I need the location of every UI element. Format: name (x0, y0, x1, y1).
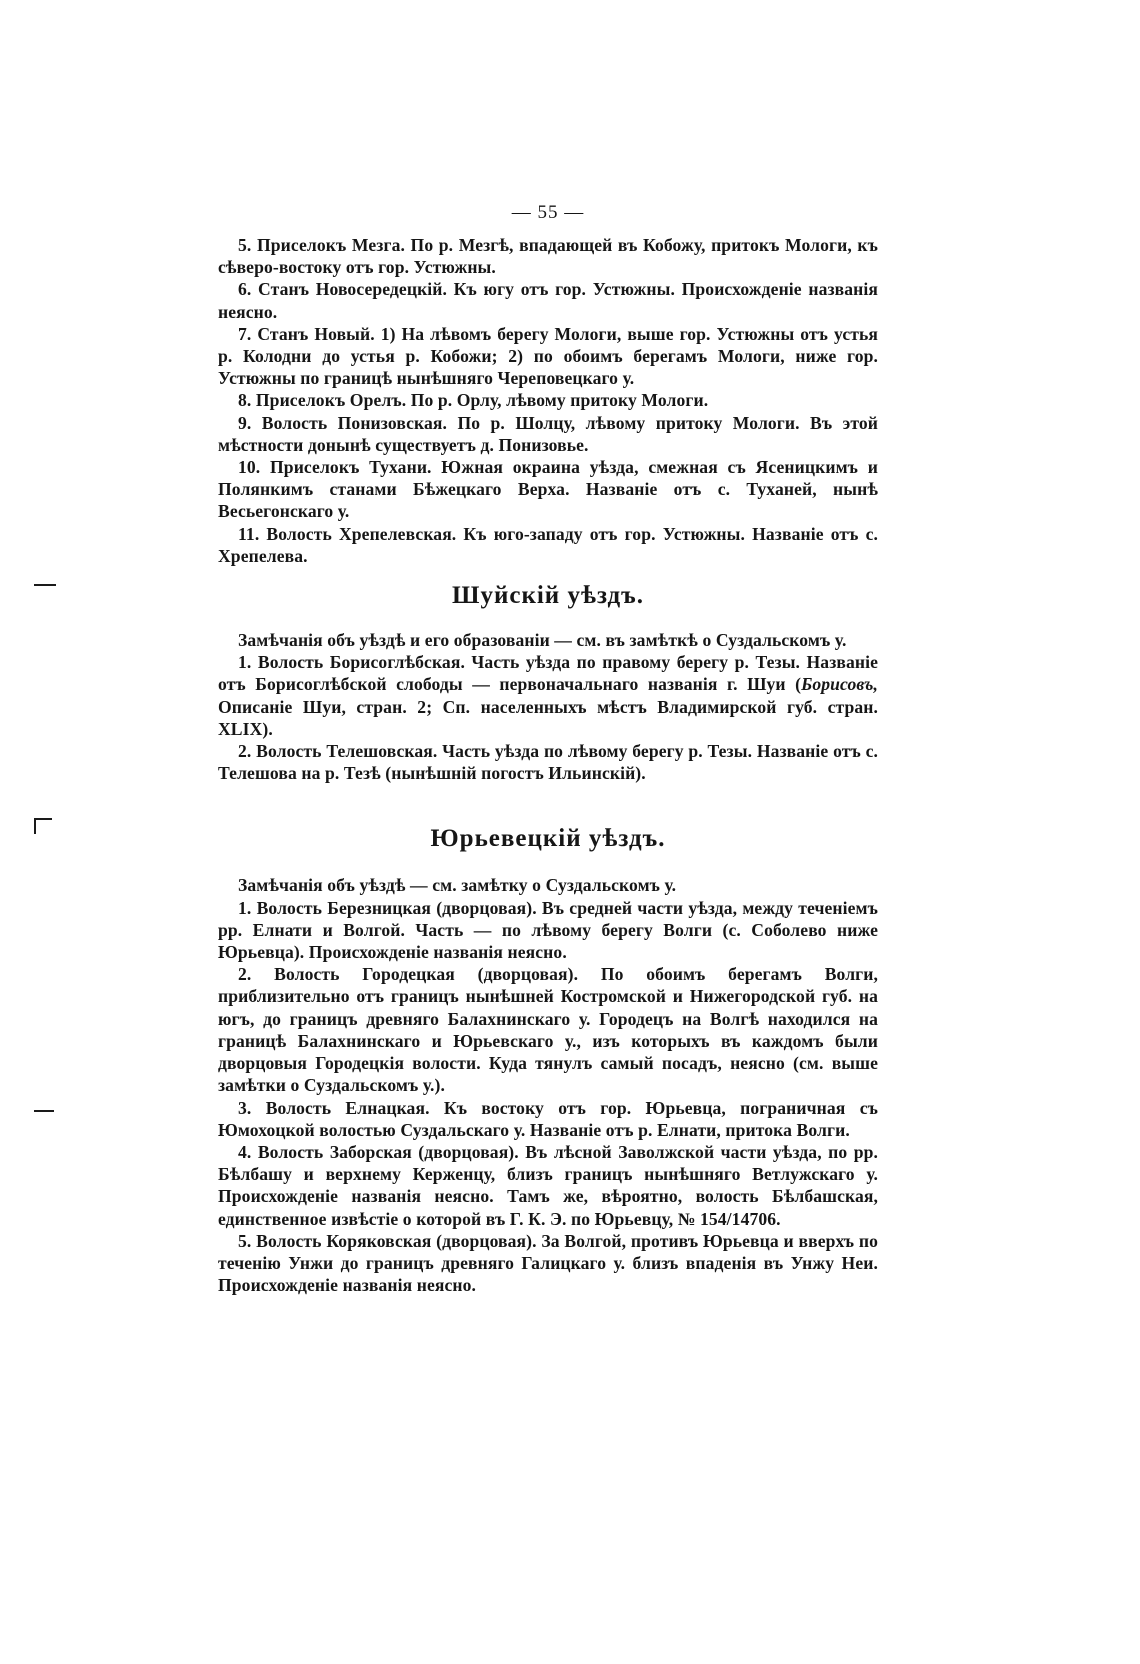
scan-mark-dash-1 (34, 584, 56, 586)
list-item: 8. Приселокъ Орелъ. По р. Орлу, лѣвому притоку Мологи. (238, 390, 709, 411)
list-item: 7. Станъ Новый. 1) На лѣвомъ берегу Мологи, выше гор. Устюжны отъ устья р. Колодни до устья р. Кобожи; 2) по обоимъ берегамъ Мологи, ниже гор. Устюжны по границѣ нынѣшняго Череповецкаго у. (218, 323, 878, 389)
scan-mark-dash-2 (34, 1110, 54, 1112)
list-item: 3. Волость Елнацкая. Къ востоку отъ гор. Юрьевца, пограничная съ Юмохоцкой волостью Суздальскаго у. Названіе отъ р. Елнати, притока Волги. (218, 1097, 878, 1140)
list-item: 5. Приселокъ Мезга. По р. Мезгѣ, впадающей въ Кобожу, притокъ Мологи, къ сѣверо-востоку отъ гор. Устюжны. (218, 235, 878, 278)
list-item (218, 651, 878, 740)
section-heading-shuya: Шуйскій уѣздъ. (451, 582, 645, 610)
section-note: Замѣчанія объ уѣздѣ — см. замѣтку о Суздальскомъ у. (238, 875, 677, 896)
list-item: 5. Волость Коряковская (дворцовая). За Волгой, противъ Юрьевца и вверхъ по теченію Унжи до границъ древняго Галицкаго у. близъ впаденія въ Унжу Неи. Происхожденіе названія неясно. (218, 1230, 878, 1296)
item-text: Описаніе Шуи, стран. 2; Сп. населенныхъ мѣстъ Владимирской губ. стран. XLIX). (218, 696, 878, 739)
shuya-district-section (218, 629, 878, 784)
list-item: 6. Станъ Новосередецкій. Къ югу отъ гор. Устюжны. Происхожденіе названія неясно. (218, 279, 878, 322)
list-item: 1. Волость Березницкая (дворцовая). Въ средней части уѣзда, между теченіемъ рр. Елнати и Волгой. Часть — по лѣвому берегу Волги (с. Соболево ниже Юрьевца). Происхожденіе названія неясно. (218, 897, 878, 963)
list-item: 2. Волость Телешовская. Часть уѣзда по лѣвому берегу р. Тезы. Названіе отъ с. Телешова на р. Тезѣ (нынѣшній погостъ Ильинскій). (218, 741, 878, 784)
yuryevets-district-section (218, 874, 878, 1296)
section-heading-yuryevets: Юрьевецкій уѣздъ. (430, 825, 666, 853)
italic-citation: Борисовъ, (801, 674, 878, 695)
section-note: Замѣчанія объ уѣздѣ и его образованіи — см. въ замѣткѣ о Суздальскомъ у. (238, 630, 847, 651)
item-text: 1. Волость Борисоглѣбская. Часть уѣзда по правому берегу р. Тезы. Названіе отъ Борисоглѣбской слободы — первоначальнаго названія г. Шуи ( (218, 652, 878, 695)
list-item: 2. Волость Городецкая (дворцовая). По обоимъ берегамъ Волги, приблизительно отъ границъ нынѣшней Костромской и Нижегородской губ. на югъ, до границъ древняго Балахнинскаго у. Городецъ на Волгѣ находился на границѣ Балахнинскаго и Юрьевскаго у., изъ которыхъ въ каждомъ были дворцовыя Городецкія волости. Куда тянулъ самый посадъ, неясно (см. выше замѣтки о Суздальскомъ у.). (218, 964, 878, 1096)
text-column (218, 202, 878, 1296)
list-item: 9. Волость Понизовская. По р. Шолцу, лѣвому притоку Мологи. Въ этой мѣстности донынѣ существуетъ д. Понизовье. (218, 412, 878, 455)
scan-mark-corner-vertical (34, 818, 36, 834)
mologa-district-continuation (218, 234, 878, 567)
list-item: 4. Волость Заборская (дворцовая). Въ лѣсной Заволжской части уѣзда, по рр. Бѣлбашу и верхнему Керженцу, близъ границъ нынѣшняго Ветлужскаго у. Происхожденіе названія неясно. Тамъ же, вѣроятно, волость Бѣлбашская, единственное извѣстіе о которой въ Г. К. Э. по Юрьевцу, № 154/14706. (218, 1141, 878, 1229)
page-number: — 55 — (511, 202, 585, 223)
list-item: 11. Волость Хрепелевская. Къ юго-западу отъ гор. Устюжны. Названіе отъ с. Хрепелева. (218, 523, 878, 566)
scan-mark-corner-horizontal (34, 818, 52, 820)
list-item: 10. Приселокъ Тухани. Южная окраина уѣзда, смежная съ Ясеницкимъ и Полянкимъ станами Бѣжецкаго Верха. Названіе отъ с. Туханей, нынѣ Весьегонскаго у. (218, 457, 878, 522)
